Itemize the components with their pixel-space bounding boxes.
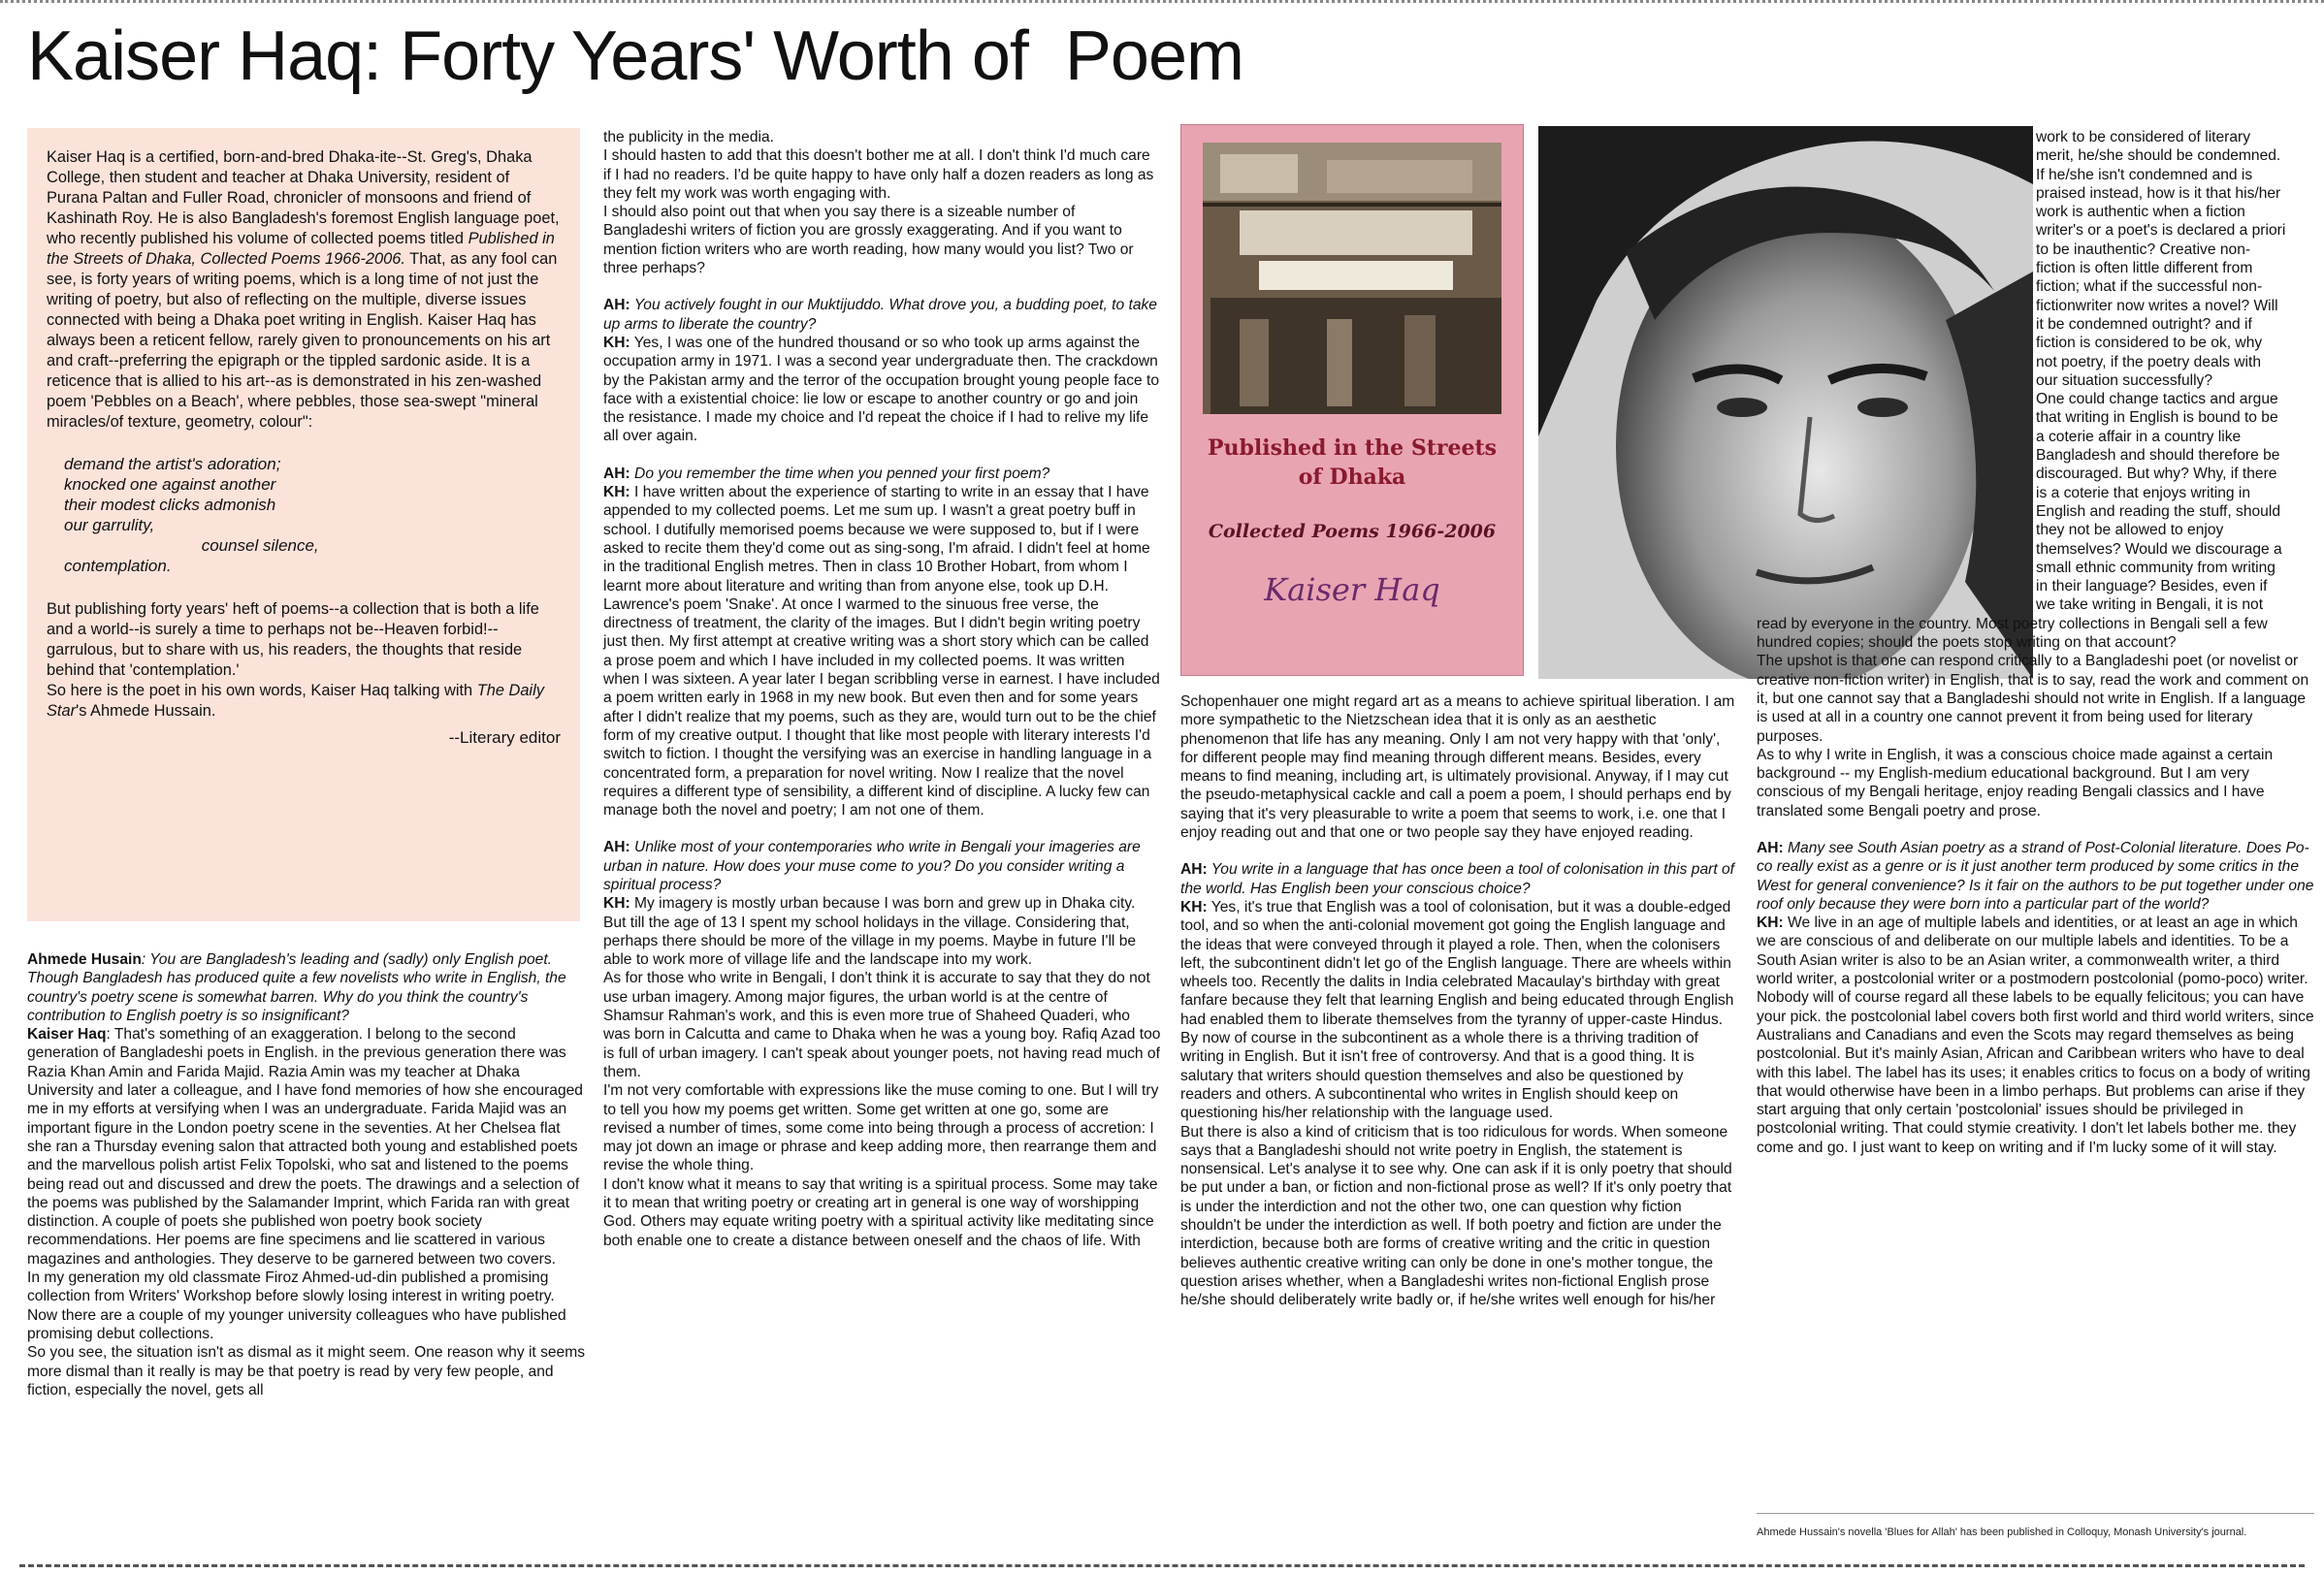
- book-cover-subtitle: Collected Poems 1966-2006: [1208, 521, 1497, 542]
- speaker-label: AH:: [1757, 839, 1784, 856]
- question-3: [603, 465, 1161, 483]
- body-paragraph: Schopenhauer one might regard art as a means to achieve spiritual liberation. I am more sympathetic to the Nietzschean idea that it is only as an aesthetic phenomenon that life has any meaning. Only I am not very happy with that 'only', for different people may find meaning through different means. Besides, every means to find meaning, including art, is ultimately provisional. Anyway, if I may cut the pseudo-metaphysical cackle and call a poem a poem, I should perhaps end by saying that it's very pleasurable to write a poem that seems to work, i.e. one that I enjoy reading out and that one or two people say they have enjoyed reading.: [1180, 693, 1735, 842]
- intro-text: So here is the poet in his own words, Kaiser Haq talking with: [47, 682, 477, 699]
- answer-text: Yes, I was one of the hundred thousand or so who took up arms against the occupation army in 1971. I was a second year undergraduate then. The crackdown by the Pakistan army and the terror of the occupation brought young people face to face with a existential choice: lie low or escape to another country or go and join the resistance. I made my choice and I'd repeat the choice if I had to relive my life all over again.: [603, 334, 1160, 445]
- answer-4: [603, 894, 1161, 969]
- intro-text: 's Ahmede Hussain.: [76, 702, 216, 720]
- answer-text: Yes, it's true that English was a tool of colonisation, but it was a double-edged tool, and so when the anti-colonial movement got going the English language and the ideas that were conveyed through it played a role. Then, when the colonisers left, the subcontinent didn't let go of the English language. There are wheels within wheels too. Recently the dalits in India celebrated Macaulay's birthday with great fanfare because they felt that learning English and being educated through English had enabled them to liberate themselves from the tyranny of upper-caste Hindus.: [1180, 898, 1734, 1028]
- body-paragraph: So you see, the situation isn't as dismal as it might seem. One reason why it seems more dismal than it really is may be that poetry is read by very few people, and fiction, especially the novel, gets all: [27, 1344, 586, 1398]
- narrow-column-section: [2036, 128, 2286, 615]
- answer-5: [1180, 898, 1738, 1029]
- intro-paragraph-1: [47, 147, 561, 433]
- body-paragraph: As to why I write in English, it was a conscious choice made against a certain background -- my English-medium educational background. But I am very conscious of my Bengali heritage, enjoy reading Bengali classics and I have translated some Bengali poetry and prose.: [1757, 746, 2274, 819]
- bottom-dashed-rule: [19, 1564, 2305, 1567]
- book-cover-image: [1180, 124, 1524, 676]
- answer-text: I have written about the experience of starting to write in an essay that I have appended to my collected poems. Let me sum up. I wasn't a great poetry buff in school. I dutifully memorised poems because we were supposed to, but if I were asked to recite them they'd come out as sing-song, I'm afraid. I didn't feel at home in the traditional English metres. Then in class 10 Brother Hobart, from whom I learnt more about literature and writing than from anyone else, took up D.H. Lawrence's poem 'Snake'. At once I warmed to the sinuous free verse, the directness of treatment, the clarity of the images. But I didn't begin writing poetry just then. My first attempt at creative writing was a short story which can be called a prose poem and which I have included in my collected poems. It was written when I was sixteen. A year later I began scribbling verse in earnest. I have included a poem written early in 1968 in my new book. But even then and for some years after I didn't realize that my poems, such as they are, would turn out to be the chief form of my creative output. I thought that like most people with literary interests I'd switch to fiction. I thought the versifying was an exercise in handling language in a concentrated form, a preparation for novel writing. Now I realize that the novel requires a different type of sensibility, a different kind of discipline. A lucky few can manage both the novel and poetry; I am not one of them.: [603, 484, 1160, 819]
- speaker-label: AH:: [1180, 861, 1208, 879]
- answer-text: : That's something of an exaggeration. I belong to the second generation of Bangladeshi poets in English. in the previous generation there was Razia Khan Amin and Farida Majid. Razia Amin was my teacher at Dhaka University and later a colleague, and I have fond memories of how she encouraged me in my efforts at versifying when I was an undergraduate. Farida Majid was an important figure in the London poetry scene in the seventies. At her Chelsea flat she ran a Thursday evening salon that attracted both young and established poets and the marvellous polish artist Felix Topolski, who sat and listened to the poems being read out and discussed and drew the poets. The drawings and a selection of the poems was published by the Salamander Imprint, which Farida ran with great distinction. A couple of poets she published won poetry book society recommendations. Her poems are fine specimens and lie scattered in various magazines and anthologies. They deserve to be garnered between two covers.: [27, 1026, 583, 1268]
- question-text: Do you remember the time when you penned your first poem?: [629, 465, 1050, 482]
- body-paragraph: I'm not very comfortable with expressions like the muse coming to one. But I will try to tell you how my poems get written. Some get written at one go, some are revised a number of times, some come into being through a process of accretion: I may jot down an image or phrase and keep adding more, then rearrange them and revise the whole thing.: [603, 1082, 1159, 1174]
- body-paragraph: The upshot is that one can respond critically to a Bangladeshi poet (or novelist or creative non-fiction writer) in English, that is to say, read the work and comment on it, but one cannot say that a Bangladeshi should not write in English. If a language is used at all in a country one cannot prevent it from being used for literary purposes.: [1757, 653, 2309, 745]
- page-title: Kaiser Haq: Forty Years' Worth of Poem: [27, 17, 1243, 95]
- poem-line: their modest clicks admonish: [64, 496, 276, 514]
- poem-excerpt: [64, 454, 561, 576]
- question-2: [603, 296, 1161, 334]
- body-paragraph: One could change tactics and argue that writing in English is bound to be a coterie affair in a country like Bangladesh and should therefore be discouraged. But why? Why, if there is a coterie that enjoys writing in English and reading the stuff, should they not be allowed to enjoy themselves? Would we discourage a small ethnic community from writing in their language? Besides, even if we take writing in Bengali, it is not: [2036, 391, 2282, 614]
- body-paragraph: I don't know what it means to say that writing is a spiritual process. Some may take it to mean that writing poetry or creating art in general is one way of worshipping God. Others may equate writing poetry with a spiritual activity like meditating since both enable one to create a distance between oneself and the chaos of life. With: [603, 1175, 1158, 1249]
- speaker-label: KH:: [603, 334, 630, 351]
- footnote: Ahmede Hussain's novella 'Blues for Allah' has been published in Colloquy, Monash University's journal.: [1757, 1526, 2247, 1538]
- intro-paragraph-3: [47, 681, 561, 722]
- book-cover-author: Kaiser Haq: [1264, 571, 1440, 608]
- speaker-label: KH:: [1757, 915, 1784, 932]
- question-text: Unlike most of your contemporaries who write in Bengali your imageries are urban in nature. How does your muse come to you? Do you consider writing a spiritual process?: [603, 839, 1141, 893]
- book-cover-title-line-1: Published in the Streets: [1207, 435, 1498, 461]
- top-dotted-rule: [0, 0, 2324, 7]
- footnote-divider: [1757, 1513, 2314, 1514]
- editor-signature: --Literary editor: [448, 728, 561, 747]
- book-title-inline: Published in the Streets of Dhaka, Collected Poems 1966-2006.: [47, 230, 555, 268]
- body-paragraph: As for those who write in Bengali, I don't think it is accurate to say that they do not use urban imagery. Among major figures, the urban world is at the centre of Shamsur Rahman's work, and this is even more true of Shaheed Quaderi, who was born in Calcutta and came to Dhaka when he was a young boy. Rafiq Azad too is full of urban imagery. I can't speak about younger poets, not having read much of them.: [603, 970, 1161, 1080]
- intro-box: [27, 128, 580, 921]
- question-1: [27, 950, 585, 1025]
- answer-text: We live in an age of multiple labels and identities, or at least an age in which we are conscious of and deliberate on our multiple labels and identities. To be a South Asian writer is also to be an Asian writer, a commonwealth writer, a third world writer, a postcolonial writer or a postmodern postcolonial (pomo-poco) writer. Nobody will of course regard all these labels to be equally felicitous; you can have your pick. the postcolonial label covers both first world and third world writers, since Australians and Canadians and even the Scots may regard themselves as being postcolonial. But it's mainly Asian, African and Caribbean writers who have to deal with this label. The label has its uses; it enables critics to focus on a body of writing that would otherwise have been in a limbo perhaps. But problems can arise if they start arguing that only certain 'postcolonial' issues should be privileged in postcolonial writing. That could stymie creativity. I don't let labels bother me. they come and go. I just want to keep on writing and if I'm lucky some of it will stay.: [1757, 915, 2314, 1156]
- interview-column-1: [27, 950, 585, 1399]
- question-text: You actively fought in our Muktijuddo. What drove you, a budding poet, to take up arms to liberate the country?: [603, 297, 1157, 333]
- interview-column-3: [1180, 692, 1738, 1310]
- intro-text: That, as any fool can see, is forty years of writing poems, which is a long time of not just the writing of poetry, but also of reflecting on the multiple, diverse issues connected with being a Dhaka poet writing in English. Kaiser Haq has always been a reticent fellow, rarely given to pronouncements on his art and craft--preferring the epigraph or the tippled sardonic aside. It is a reticence that is allied to his art--as is demonstrated in his zen-washed poem 'Pebbles on a Beach', where pebbles, those sea-swept "mineral miracles/of texture, geometry, colour":: [47, 250, 558, 431]
- speaker-label: KH:: [1180, 898, 1208, 915]
- answer-1: [27, 1025, 585, 1269]
- interview-column-2: [603, 128, 1161, 1250]
- speaker-label: Kaiser Haq: [27, 1026, 107, 1044]
- poem-line: counsel silence,: [64, 536, 319, 555]
- body-paragraph: the publicity in the media.: [603, 129, 774, 145]
- body-paragraph: I should also point out that when you say there is a sizeable number of Bangladeshi writers of fiction you are grossly exaggerating. And if you want to mention fiction writers who are worth reading, how many would you list? Two or three perhaps?: [603, 204, 1134, 277]
- question-5: [1180, 860, 1738, 898]
- question-text: : You are Bangladesh's leading and (sadly) only English poet. Though Bangladesh has produced quite a few novelists who write in English, the country's poetry scene is somewhat barren. Why do you think the country's contribution to English poetry is so insignificant?: [27, 951, 566, 1024]
- question-text: You write in a language that has once been a tool of colonisation in this part of the world. Has English been your conscious choice?: [1180, 861, 1734, 897]
- speaker-label: AH:: [603, 297, 630, 314]
- speaker-label: AH:: [603, 839, 630, 856]
- speaker-label: KH:: [603, 895, 630, 913]
- speaker-label: KH:: [603, 484, 630, 501]
- body-paragraph: By now of course in the subcontinent as a whole there is a thriving tradition of writing in English. But it isn't free of controversy. And that is a good thing. It is salutary that writers should question themselves and also be questioned by readers and others. A subcontinental who writes in English should keep on questioning his/her relationship with the language used.: [1180, 1030, 1698, 1122]
- speaker-label: Ahmede Husain: [27, 951, 142, 968]
- question-text: Many see South Asian poetry as a strand of Post-Colonial literature. Does Po-co really exist as a genre or is it just another term produced by some critics in the West for general convenience? Is it fair on the authors to be put together under one roof only because they were born into a particular part of the world?: [1757, 839, 2314, 913]
- answer-6: [1757, 914, 2314, 1157]
- publication-name: The Daily Star: [47, 682, 544, 720]
- poem-line: contemplation.: [64, 557, 172, 575]
- question-6: [1757, 839, 2314, 914]
- poem-line: demand the artist's adoration;: [64, 455, 281, 473]
- book-cover-title-line-2: of Dhaka: [1298, 465, 1406, 490]
- interview-column-4: [1757, 128, 2314, 1157]
- body-paragraph: work to be considered of literary merit, he/she should be condemned. If he/she isn't condemned and is praised instead, how is it that his/her work is authentic when a fiction writer's or a poet's is declared a priori to be inauthentic? Creative non-fiction is often little different from fiction; what if the successful non-fictionwriter now writes a novel? Will it be condemned outright? and if fiction is considered to be ok, why not poetry, if the poetry deals with our situation successfully?: [2036, 129, 2286, 389]
- intro-text: Kaiser Haq is a certified, born-and-bred Dhaka-ite--St. Greg's, Dhaka College, then student and teacher at Dhaka University, resident of Purana Paltan and Fuller Road, chronicler of monsoons and friend of Kashinath Roy. He is also Bangladesh's foremost English language poet, who recently published his volume of collected poems titled: [47, 148, 560, 247]
- speaker-label: AH:: [603, 465, 630, 482]
- body-paragraph: But there is also a kind of criticism that is too ridiculous for words. When someone says that a Bangladeshi should not write poetry in English, the statement is nonsensical. Let's analyse it to see why. One can ask if it is only poetry that should be put under a ban, or fiction and non-fictional prose as well? If it's only poetry that is under the interdiction and not the other two, one can question why fiction shouldn't be under the interdiction as well. If both poetry and fiction are under the interdiction, because both are forms of creative writing and the critic in question believes authentic creative writing can only be done in one's mother tongue, the question arises whether, when a Bangladeshi writes non-fictional English prose he/she should deliberately write badly or, if he/she writes well enough for his/her: [1180, 1123, 1732, 1309]
- body-paragraph: I should hasten to add that this doesn't bother me at all. I don't think I'd much care if I had no readers. I'd be quite happy to have only half a dozen readers as long as they felt my work was worth engaging with.: [603, 147, 1154, 202]
- question-4: [603, 838, 1161, 894]
- poem-line: our garrulity,: [64, 516, 155, 534]
- intro-paragraph-2: But publishing forty years' heft of poems--a collection that is both a life and a world--is surely a time to perhaps not be--Heaven forbid!-- garrulous, but to share with us, his readers, the thoughts that reside behind that 'contemplation.': [47, 600, 539, 679]
- answer-2: [603, 334, 1161, 446]
- body-paragraph: In my generation my old classmate Firoz Ahmed-ud-din published a promising collection from Writers' Workshop before slowly losing interest in writing poetry. Now there are a couple of my younger university colleagues who have published promising debut collections.: [27, 1269, 566, 1342]
- body-paragraph: read by everyone in the country. Most poetry collections in Bengali sell a few hundred copies; should the poets stop writing on that account?: [1757, 615, 2268, 652]
- poem-line: knocked one against another: [64, 475, 276, 494]
- answer-3: [603, 483, 1161, 819]
- answer-text: My imagery is mostly urban because I was born and grew up in Dhaka city. But till the age of 13 I spent my school holidays in the village. Considering that, perhaps there should be more of the village in my poems. Maybe in future I'll be able to work more of village life and the landscape into my work.: [603, 895, 1137, 969]
